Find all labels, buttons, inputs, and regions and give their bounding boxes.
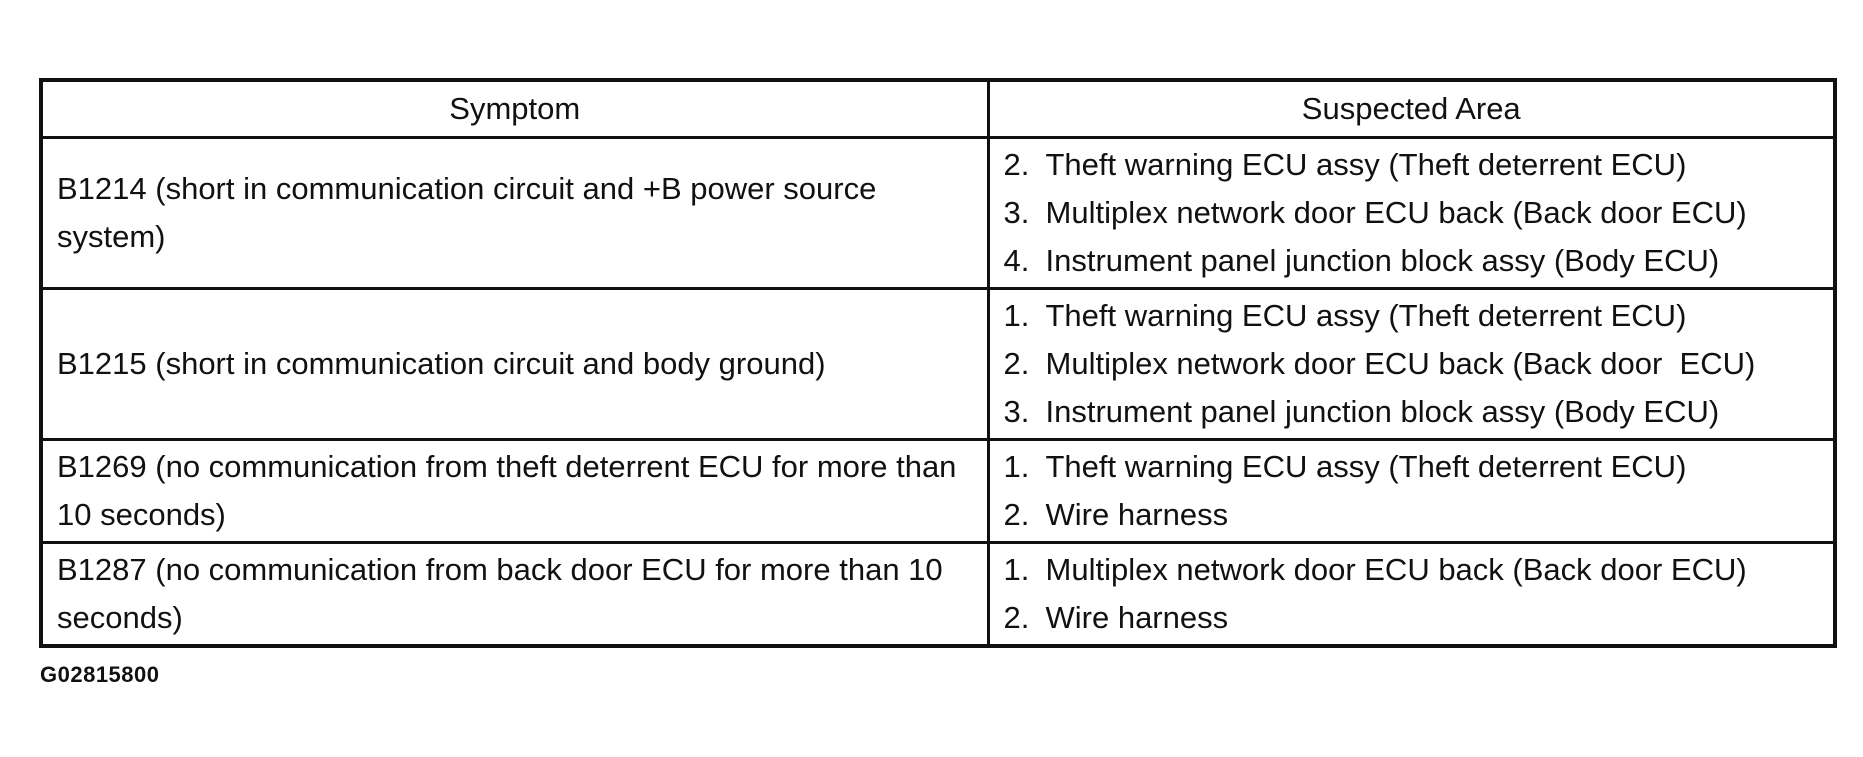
- list-item: [1004, 237, 1824, 285]
- item-text: Multiplex network door ECU back (Back door ECU): [1045, 195, 1747, 230]
- item-text: Wire harness: [1045, 497, 1229, 532]
- symptom-cell: B1287 (no communication from back door ECU for more than 10 seconds): [41, 543, 988, 647]
- suspected-area-cell: [988, 289, 1835, 440]
- item-text: Instrument panel junction block assy (Body ECU): [1045, 243, 1720, 278]
- item-number: 1.: [1003, 552, 1030, 587]
- list-item: [1004, 292, 1824, 340]
- item-number: 2.: [1003, 600, 1030, 635]
- suspected-area-cell: [988, 543, 1835, 647]
- item-number: 4.: [1003, 243, 1030, 278]
- list-item: [1004, 388, 1824, 436]
- symptom-cell: B1269 (no communication from theft deterrent ECU for more than 10 seconds): [41, 440, 988, 543]
- list-item: [1004, 443, 1824, 491]
- suspected-area-list: [1004, 292, 1824, 436]
- item-number: 2.: [1003, 346, 1030, 381]
- item-text: Multiplex network door ECU back (Back door ECU): [1045, 552, 1747, 587]
- table-row: [41, 440, 1835, 543]
- suspected-area-column-header: Suspected Area: [988, 80, 1835, 138]
- symptom-table: [39, 78, 1837, 648]
- item-number: 1.: [1003, 298, 1030, 333]
- list-item: [1004, 340, 1824, 388]
- suspected-area-cell: [988, 138, 1835, 289]
- item-number: 3.: [1003, 195, 1030, 230]
- figure-code: G02815800: [40, 662, 160, 687]
- suspected-area-cell: [988, 440, 1835, 543]
- list-item: [1004, 546, 1824, 594]
- table-row: [41, 138, 1835, 289]
- item-text: Wire harness: [1045, 600, 1229, 635]
- item-text: Instrument panel junction block assy (Body ECU): [1045, 394, 1720, 429]
- table-row: [41, 543, 1835, 647]
- suspected-area-list: [1004, 546, 1824, 642]
- item-text: Theft warning ECU assy (Theft deterrent ECU): [1045, 298, 1687, 333]
- item-number: 3.: [1003, 394, 1030, 429]
- list-item: [1004, 141, 1824, 189]
- symptom-cell: B1214 (short in communication circuit and +B power source system): [41, 138, 988, 289]
- suspected-area-list: [1004, 443, 1824, 539]
- symptom-column-header: Symptom: [41, 80, 988, 138]
- table-header-row: [41, 80, 1835, 138]
- symptom-cell: B1215 (short in communication circuit and body ground): [41, 289, 988, 440]
- item-text: Theft warning ECU assy (Theft deterrent ECU): [1045, 449, 1687, 484]
- suspected-area-list: [1004, 141, 1824, 285]
- table-row: [41, 289, 1835, 440]
- item-text: Multiplex network door ECU back (Back door ECU): [1045, 346, 1756, 381]
- list-item: [1004, 594, 1824, 642]
- item-number: 2.: [1003, 147, 1030, 182]
- list-item: [1004, 189, 1824, 237]
- item-number: 1.: [1003, 449, 1030, 484]
- list-item: [1004, 491, 1824, 539]
- item-text: Theft warning ECU assy (Theft deterrent ECU): [1045, 147, 1687, 182]
- item-number: 2.: [1003, 497, 1030, 532]
